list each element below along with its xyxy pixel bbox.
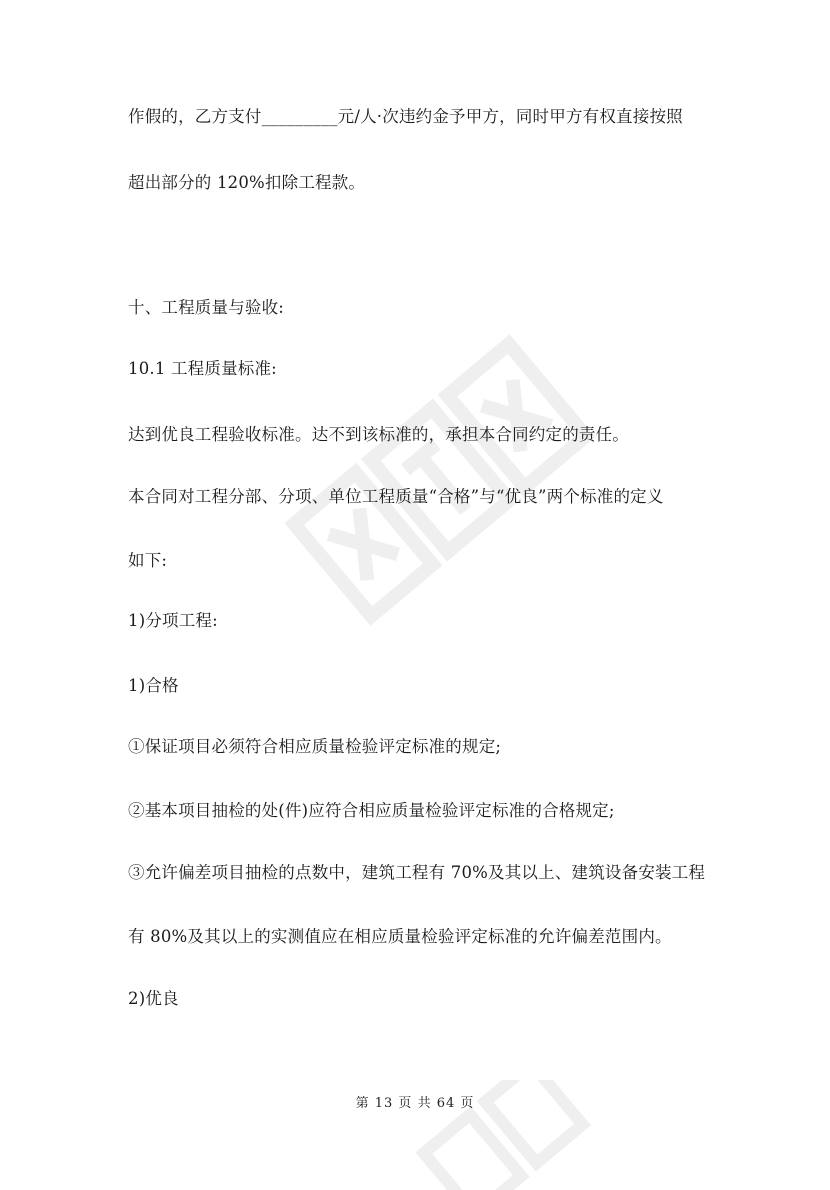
list-item-3-cont: 有 80%及其以上的实测值应在相应质量检验评定标准的允许偏差范围内。 — [128, 927, 672, 946]
body-line-5: 如下: — [128, 551, 168, 570]
list-heading-3: 2)优良 — [128, 989, 179, 1008]
watermark-logo — [260, 300, 620, 660]
list-item-1: ①保证项目必须符合相应质量检验评定标准的规定; — [128, 737, 502, 756]
body-line-4: 本合同对工程分部、分项、单位工程质量“合格”与“优良”两个标准的定义 — [128, 487, 664, 506]
subsection-heading: 10.1 工程质量标准: — [128, 359, 277, 378]
list-item-3: ③允许偏差项目抽检的点数中，建筑工程有 70%及其以上、建筑设备安装工程 — [128, 863, 706, 882]
list-heading-2: 1)合格 — [128, 676, 179, 695]
page-footer: 第 13 页 共 64 页 — [355, 1096, 475, 1111]
body-line-1: 作假的，乙方支付_________元/人·次违约金予甲方，同时甲方有权直接按照 — [128, 107, 683, 126]
list-item-2: ②基本项目抽检的处(件)应符合相应质量检验评定标准的合格规定; — [128, 801, 615, 820]
body-line-3: 达到优良工程验收标准。达不到该标准的，承担本合同约定的责任。 — [128, 425, 629, 444]
list-heading-1: 1)分项工程: — [128, 611, 218, 630]
body-line-2: 超出部分的 120%扣除工程款。 — [128, 173, 366, 192]
section-heading: 十、工程质量与验收: — [128, 298, 285, 317]
